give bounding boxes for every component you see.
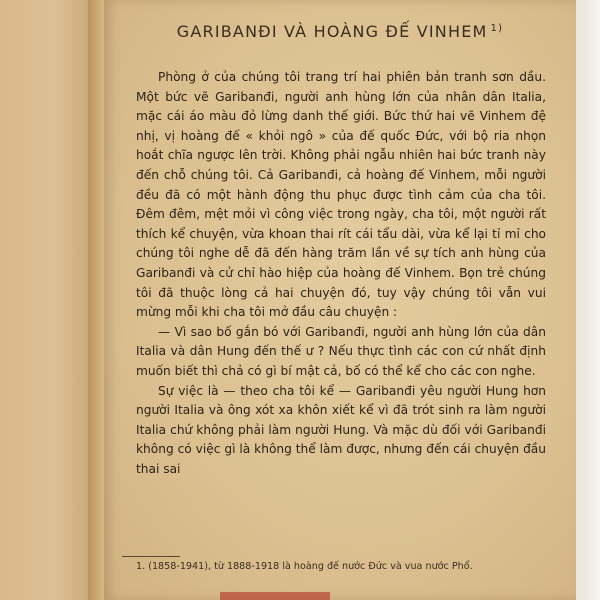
footnote-mark: 1)	[490, 22, 504, 34]
footnote: 1. (1858-1941), từ 1888-1918 là hoàng đế nước Đức và vua nước Phổ.	[136, 561, 473, 572]
page-edge	[576, 0, 600, 600]
chapter-title-text: GARIBANĐI VÀ HOÀNG ĐẾ VINHEM	[176, 22, 488, 41]
red-stamp-edge	[220, 592, 330, 600]
paragraph-1: Phòng ở của chúng tôi trang trí hai phiên bản tranh sơn dầu. Một bức vẽ Garibanđi, người anh hùng lớn của nhân dân Italia, mặc cái áo màu đỏ lừng danh thế giới. Bức thứ hai vẽ Vinhem đệ nhị, vị hoàng đế « khỏi ngô » của đế quốc Đức, với bộ ria nhọn hoắt chĩa ngược lên trời. Không phải ngẫu nhiên hai bức tranh này đến chỗ chúng tôi. Cả Garibanđi, cả hoàng đế Vinhem, mỗi người đều đã có một hành động thu phục được tình cảm của cha tôi. Đêm đêm, mệt mỏi vì công việc trong ngày, cha tôi, một người rất thích kể chuyện, vừa khoan thai rít cái tẩu dài, vừa kể lại tỉ mỉ cho chúng tôi nghe dễ đã đến hàng trăm lần về sự tích anh hùng của Garibanđi và cử chỉ hào hiệp của hoàng đế Vinhem. Bọn trẻ chúng tôi đã thuộc lòng cả hai chuyện đó, tuy vậy chúng tôi vẫn vui mừng mỗi khi cha tôi mở đầu câu chuyện :	[136, 70, 546, 320]
paragraph-3: Sự việc là — theo cha tôi kể — Garibanđi yêu người Hung hơn người Italia và ông xót xa khôn xiết kể vì đã trót sinh ra làm người Italia chứ không phải làm người Hung. Và mặc dù đối với Garibanđi không có việc gì là không thể làm được, nhưng đến cái chuyện đầu thai sai	[136, 383, 546, 476]
chapter-title	[130, 22, 550, 41]
left-page	[0, 0, 92, 600]
body-text	[136, 68, 546, 479]
paragraph-2: — Vì sao bố gắn bó với Garibanđi, người anh hùng lớn của dân Italia và dân Hung đến thế ư ? Nếu thực tình các con cứ nhất định muốn biết thì chả có gì bí mật cả, bố có thể kể cho các con nghe.	[136, 324, 546, 378]
footnote-divider	[122, 556, 180, 557]
